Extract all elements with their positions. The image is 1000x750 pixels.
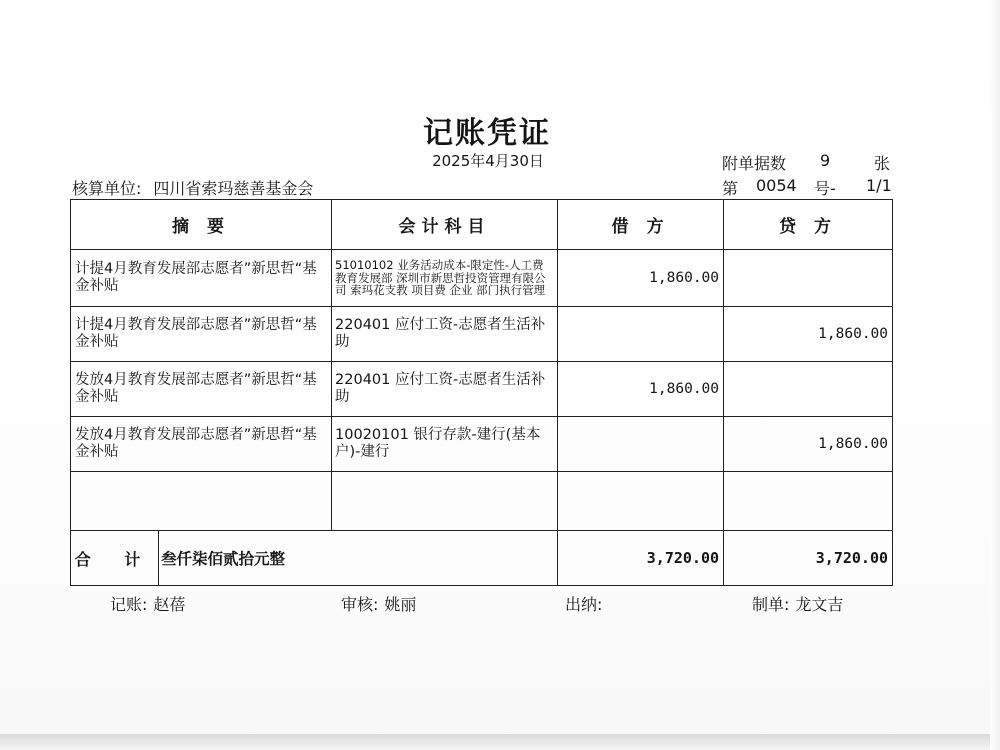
voucher-date: 2025年4月30日 xyxy=(432,152,544,170)
entry-credit: 1,860.00 xyxy=(724,307,893,362)
total-credit: 3,720.00 xyxy=(724,531,893,586)
entry-summary: 计提4月教育发展部志愿者”新思哲“基金补贴 xyxy=(71,250,332,307)
voucher-table xyxy=(70,199,893,586)
preparer-signoff xyxy=(752,592,843,615)
entry-row xyxy=(71,307,893,362)
entry-credit: 1,860.00 xyxy=(724,417,893,472)
attachment-number: 9 xyxy=(820,151,831,170)
entry-row xyxy=(71,362,893,417)
credit-header: 贷 方 xyxy=(724,200,893,250)
summary-header: 摘 要 xyxy=(71,200,332,250)
entry-account: 51010102 业务活动成本-限定性-人工费 教育发展部 深圳市新思哲投资管理有限公司 索玛花支教 项目费 企业 部门执行管理 xyxy=(332,250,558,307)
reviewer-signoff xyxy=(341,592,416,615)
entry-debit xyxy=(558,307,724,362)
preparer-name: 龙文吉 xyxy=(795,595,844,614)
scan-bottom-edge xyxy=(0,734,1000,750)
attachment-label: 附单据数 xyxy=(722,154,787,173)
account-header: 会计科目 xyxy=(332,200,558,250)
blank-credit xyxy=(724,472,893,531)
cashier-signoff xyxy=(565,592,608,615)
blank-debit xyxy=(558,472,724,531)
cashier-label: 出纳: xyxy=(565,595,603,614)
entry-summary: 发放4月教育发展部志愿者”新思哲“基金补贴 xyxy=(71,417,332,472)
voucher-page: 1/1 xyxy=(866,176,892,195)
total-row xyxy=(71,531,893,586)
entry-debit: 1,860.00 xyxy=(558,362,724,417)
bookkeeper-name: 赵蓓 xyxy=(153,595,186,614)
entry-account: 220401 应付工资-志愿者生活补助 xyxy=(332,362,558,417)
accounting-unit-name: 四川省索玛慈善基金会 xyxy=(153,179,314,198)
accounting-unit xyxy=(72,176,313,199)
entry-row xyxy=(71,250,893,307)
entry-credit xyxy=(724,362,893,417)
entry-account: 220401 应付工资-志愿者生活补助 xyxy=(332,307,558,362)
entry-debit xyxy=(558,417,724,472)
bookkeeper-signoff xyxy=(110,592,185,615)
entry-debit: 1,860.00 xyxy=(558,250,724,307)
debit-header: 借 方 xyxy=(558,200,724,250)
voucher-title: 记账凭证 xyxy=(423,116,551,151)
attachment-count xyxy=(722,151,891,174)
reviewer-name: 姚丽 xyxy=(384,595,417,614)
scan-right-edge xyxy=(990,0,1000,750)
blank-summary xyxy=(71,472,332,531)
blank-row xyxy=(71,472,893,531)
blank-account xyxy=(332,472,558,531)
entry-credit xyxy=(724,250,893,307)
total-debit: 3,720.00 xyxy=(558,531,724,586)
reviewer-label: 审核: xyxy=(341,595,379,614)
voucher-number-value: 0054 xyxy=(756,176,797,195)
entry-account: 10020101 银行存款-建行(基本户)-建行 xyxy=(332,417,558,472)
voucher-number-prefix: 第 xyxy=(722,179,739,198)
voucher-number-suffix: 号- xyxy=(814,179,836,198)
preparer-label: 制单: xyxy=(752,595,790,614)
attachment-unit: 张 xyxy=(874,154,891,173)
bookkeeper-label: 记账: xyxy=(110,595,148,614)
total-amount-in-words: 叁仟柒佰贰拾元整 xyxy=(159,531,558,586)
total-label: 合 计 xyxy=(71,531,159,586)
header-row xyxy=(71,200,893,250)
entry-summary: 计提4月教育发展部志愿者”新思哲“基金补贴 xyxy=(71,307,332,362)
entry-summary: 发放4月教育发展部志愿者”新思哲“基金补贴 xyxy=(71,362,332,417)
entry-row xyxy=(71,417,893,472)
accounting-unit-label: 核算单位: xyxy=(72,179,142,198)
